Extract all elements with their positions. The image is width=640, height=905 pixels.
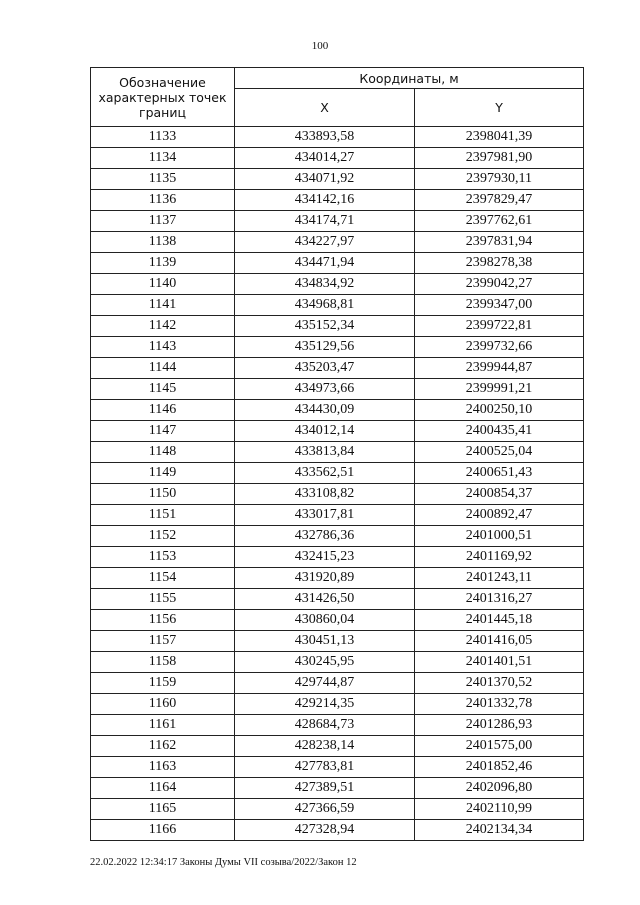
cell-y: 2400892,47 bbox=[415, 505, 584, 526]
cell-point-code: 1166 bbox=[91, 820, 235, 841]
table-row bbox=[91, 421, 584, 442]
header-y: Y bbox=[415, 89, 584, 127]
cell-y: 2401169,92 bbox=[415, 547, 584, 568]
cell-point-code: 1163 bbox=[91, 757, 235, 778]
table-row bbox=[91, 757, 584, 778]
cell-y: 2401316,27 bbox=[415, 589, 584, 610]
coordinates-table bbox=[90, 67, 584, 841]
cell-y: 2401401,51 bbox=[415, 652, 584, 673]
cell-x: 433017,81 bbox=[235, 505, 415, 526]
cell-point-code: 1141 bbox=[91, 295, 235, 316]
cell-x: 428684,73 bbox=[235, 715, 415, 736]
cell-point-code: 1145 bbox=[91, 379, 235, 400]
cell-point-code: 1143 bbox=[91, 337, 235, 358]
table-row bbox=[91, 568, 584, 589]
cell-x: 434968,81 bbox=[235, 295, 415, 316]
cell-y: 2397831,94 bbox=[415, 232, 584, 253]
cell-y: 2402096,80 bbox=[415, 778, 584, 799]
cell-point-code: 1148 bbox=[91, 442, 235, 463]
cell-y: 2397981,90 bbox=[415, 148, 584, 169]
cell-y: 2399347,00 bbox=[415, 295, 584, 316]
table-row bbox=[91, 547, 584, 568]
table-row bbox=[91, 148, 584, 169]
cell-y: 2399991,21 bbox=[415, 379, 584, 400]
cell-y: 2398278,38 bbox=[415, 253, 584, 274]
cell-x: 432415,23 bbox=[235, 547, 415, 568]
cell-x: 434014,27 bbox=[235, 148, 415, 169]
cell-x: 434174,71 bbox=[235, 211, 415, 232]
cell-y: 2401575,00 bbox=[415, 736, 584, 757]
cell-point-code: 1134 bbox=[91, 148, 235, 169]
cell-x: 433562,51 bbox=[235, 463, 415, 484]
table-row bbox=[91, 232, 584, 253]
table-row bbox=[91, 715, 584, 736]
table-row bbox=[91, 442, 584, 463]
cell-point-code: 1161 bbox=[91, 715, 235, 736]
cell-point-code: 1165 bbox=[91, 799, 235, 820]
header-coordinates: Координаты, м bbox=[235, 68, 584, 89]
cell-y: 2400651,43 bbox=[415, 463, 584, 484]
cell-point-code: 1162 bbox=[91, 736, 235, 757]
cell-y: 2401332,78 bbox=[415, 694, 584, 715]
cell-point-code: 1160 bbox=[91, 694, 235, 715]
cell-x: 429744,87 bbox=[235, 673, 415, 694]
table-body bbox=[91, 127, 584, 841]
table-row bbox=[91, 736, 584, 757]
cell-y: 2399944,87 bbox=[415, 358, 584, 379]
table-row bbox=[91, 190, 584, 211]
cell-point-code: 1164 bbox=[91, 778, 235, 799]
cell-point-code: 1151 bbox=[91, 505, 235, 526]
cell-x: 434227,97 bbox=[235, 232, 415, 253]
table-row bbox=[91, 400, 584, 421]
cell-x: 433893,58 bbox=[235, 127, 415, 148]
cell-x: 433108,82 bbox=[235, 484, 415, 505]
cell-point-code: 1159 bbox=[91, 673, 235, 694]
cell-x: 430451,13 bbox=[235, 631, 415, 652]
table-row bbox=[91, 274, 584, 295]
cell-x: 432786,36 bbox=[235, 526, 415, 547]
cell-y: 2399722,81 bbox=[415, 316, 584, 337]
cell-point-code: 1137 bbox=[91, 211, 235, 232]
cell-point-code: 1154 bbox=[91, 568, 235, 589]
cell-point-code: 1156 bbox=[91, 610, 235, 631]
table-row bbox=[91, 358, 584, 379]
cell-point-code: 1146 bbox=[91, 400, 235, 421]
table-row bbox=[91, 127, 584, 148]
table-row bbox=[91, 169, 584, 190]
cell-y: 2401286,93 bbox=[415, 715, 584, 736]
cell-x: 431920,89 bbox=[235, 568, 415, 589]
cell-point-code: 1133 bbox=[91, 127, 235, 148]
table-row bbox=[91, 673, 584, 694]
header-x: X bbox=[235, 89, 415, 127]
table-row bbox=[91, 316, 584, 337]
cell-x: 435129,56 bbox=[235, 337, 415, 358]
cell-y: 2399732,66 bbox=[415, 337, 584, 358]
cell-x: 434071,92 bbox=[235, 169, 415, 190]
table-row bbox=[91, 610, 584, 631]
cell-y: 2397829,47 bbox=[415, 190, 584, 211]
cell-y: 2401416,05 bbox=[415, 631, 584, 652]
cell-x: 435152,34 bbox=[235, 316, 415, 337]
cell-y: 2400525,04 bbox=[415, 442, 584, 463]
cell-point-code: 1158 bbox=[91, 652, 235, 673]
cell-point-code: 1139 bbox=[91, 253, 235, 274]
cell-y: 2402110,99 bbox=[415, 799, 584, 820]
cell-y: 2398041,39 bbox=[415, 127, 584, 148]
cell-x: 434142,16 bbox=[235, 190, 415, 211]
table-row bbox=[91, 652, 584, 673]
cell-y: 2400250,10 bbox=[415, 400, 584, 421]
cell-point-code: 1147 bbox=[91, 421, 235, 442]
header-point-code: Обозначение характерных точек границ bbox=[91, 68, 235, 127]
cell-x: 430245,95 bbox=[235, 652, 415, 673]
table-row bbox=[91, 778, 584, 799]
cell-point-code: 1153 bbox=[91, 547, 235, 568]
cell-point-code: 1142 bbox=[91, 316, 235, 337]
cell-y: 2401852,46 bbox=[415, 757, 584, 778]
cell-y: 2399042,27 bbox=[415, 274, 584, 295]
table-row bbox=[91, 379, 584, 400]
cell-y: 2397762,61 bbox=[415, 211, 584, 232]
cell-x: 433813,84 bbox=[235, 442, 415, 463]
cell-x: 434834,92 bbox=[235, 274, 415, 295]
table-row bbox=[91, 589, 584, 610]
cell-point-code: 1136 bbox=[91, 190, 235, 211]
cell-point-code: 1149 bbox=[91, 463, 235, 484]
cell-y: 2402134,34 bbox=[415, 820, 584, 841]
table-row bbox=[91, 484, 584, 505]
table-row bbox=[91, 211, 584, 232]
cell-x: 434430,09 bbox=[235, 400, 415, 421]
cell-point-code: 1135 bbox=[91, 169, 235, 190]
cell-x: 427389,51 bbox=[235, 778, 415, 799]
cell-x: 427366,59 bbox=[235, 799, 415, 820]
cell-x: 430860,04 bbox=[235, 610, 415, 631]
cell-x: 434973,66 bbox=[235, 379, 415, 400]
table-row bbox=[91, 694, 584, 715]
cell-x: 434012,14 bbox=[235, 421, 415, 442]
cell-y: 2401445,18 bbox=[415, 610, 584, 631]
cell-y: 2401000,51 bbox=[415, 526, 584, 547]
cell-point-code: 1152 bbox=[91, 526, 235, 547]
cell-x: 428238,14 bbox=[235, 736, 415, 757]
cell-x: 435203,47 bbox=[235, 358, 415, 379]
document-footer: 22.02.2022 12:34:17 Законы Думы VII созыва/2022/Закон 12 bbox=[90, 857, 357, 868]
cell-x: 427783,81 bbox=[235, 757, 415, 778]
table-row bbox=[91, 799, 584, 820]
table-row bbox=[91, 253, 584, 274]
table-row bbox=[91, 337, 584, 358]
cell-x: 434471,94 bbox=[235, 253, 415, 274]
table-row bbox=[91, 631, 584, 652]
cell-y: 2401370,52 bbox=[415, 673, 584, 694]
table-row bbox=[91, 295, 584, 316]
cell-point-code: 1157 bbox=[91, 631, 235, 652]
page-number: 100 bbox=[311, 40, 329, 52]
cell-x: 429214,35 bbox=[235, 694, 415, 715]
cell-x: 431426,50 bbox=[235, 589, 415, 610]
cell-point-code: 1144 bbox=[91, 358, 235, 379]
table-header bbox=[91, 68, 584, 127]
cell-point-code: 1138 bbox=[91, 232, 235, 253]
cell-point-code: 1155 bbox=[91, 589, 235, 610]
table-row bbox=[91, 526, 584, 547]
table-row bbox=[91, 505, 584, 526]
cell-y: 2397930,11 bbox=[415, 169, 584, 190]
cell-point-code: 1150 bbox=[91, 484, 235, 505]
cell-y: 2401243,11 bbox=[415, 568, 584, 589]
table-row bbox=[91, 820, 584, 841]
cell-y: 2400854,37 bbox=[415, 484, 584, 505]
cell-point-code: 1140 bbox=[91, 274, 235, 295]
cell-x: 427328,94 bbox=[235, 820, 415, 841]
cell-y: 2400435,41 bbox=[415, 421, 584, 442]
table-row bbox=[91, 463, 584, 484]
